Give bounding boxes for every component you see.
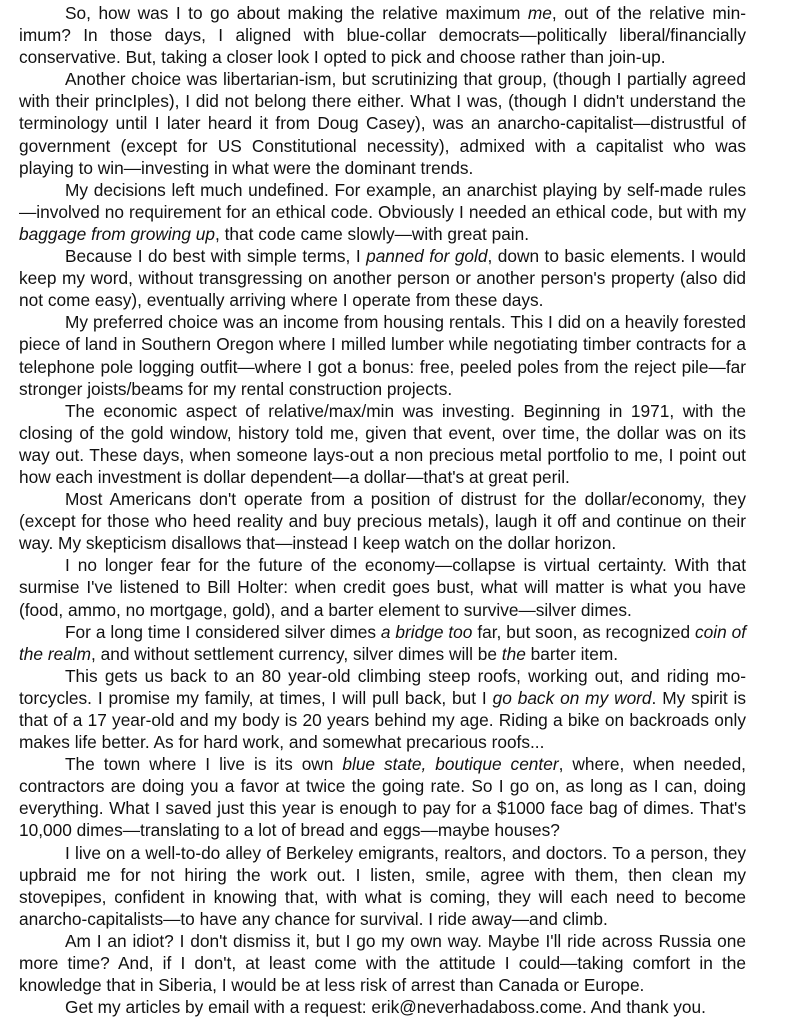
text-run: So, how was I to go about making the relative maximum (65, 3, 528, 23)
text-run: I live on a well-to-do alley of Berkeley emigrants, realtors, and doctors. To a person, they upbraid me for not hiring the work out. I listen, smile, agree with them, then clean my stovepipes, confident in knowing that, with what is coming, they will each need to become anarcho-capitalists—to have any chance for survival. I ride away—and climb. (19, 842, 746, 929)
text-run: I no longer fear for the future of the economy—collapse is virtual certainty. With that surmise I've listened to Bill Holter: when credit goes bust, what will matter is what you have (food, ammo, no mortgage, gold), and a barter element to survive—silver dimes. (19, 555, 746, 620)
text-run: Get my articles by email with a request: erik@neverhadaboss.come. And thank you. (65, 997, 706, 1018)
italic-phrase: coin of the realm (19, 621, 747, 664)
text-run: My decisions left much undefined. For example, an anarchist playing by self-made rules—involved no requirement for an ethical code. Obviously I needed an ethical code, but with my (19, 179, 746, 222)
paragraph (19, 311, 746, 399)
italic-phrase: blue state, boutique center (342, 754, 559, 775)
text-run: , where, when needed, contractors are doing you a favor at twice the going rate. So I go on, as long as I can, doing everything. What I saved just this year is enough to pay for a $1000 face bag of dimes. That's 10,000 dimes—translating to a lot of bread and eggs—maybe houses? (19, 754, 746, 841)
paragraph (19, 665, 746, 753)
paragraph (19, 621, 746, 665)
text-run: The town where I live is its own (65, 754, 343, 775)
text-run: , and without settlement currency, silver dimes will be (91, 643, 502, 664)
paragraph (19, 179, 746, 245)
italic-phrase: baggage from growing up (19, 223, 215, 244)
text-run: This gets us back to an 80 year-old climbing steep roofs, working out, and riding motorcycles. I promise my family, at times, I will pull back, but I (19, 665, 746, 708)
text-run: barter item. (525, 643, 619, 664)
text-run: Another choice was libertarian-ism, but scrutinizing that group, (though I partially agreed with their princIples), I did not belong there either. What I was, (though I didn't understand the terminology until I later heard it from Doug Casey), was an anarcho-capitalist—distrustful of government (except for US Constitutional necessity), admixed with a capitalist who was playing to win—investing in what were the dominant trends. (19, 69, 746, 178)
italic-phrase: panned for gold (366, 246, 488, 267)
text-run: , down to basic elements. I would keep my word, without transgressing on another person or another person's property (also did not come easy), eventually arriving where I operate from these days. (19, 246, 746, 311)
paragraph (19, 488, 746, 554)
text-run: For a long time I considered silver dimes (65, 621, 381, 642)
paragraph (19, 400, 746, 488)
paragraph (19, 2, 746, 68)
italic-phrase: go back on my word (492, 687, 652, 708)
text-run: , out of the relative minimum? In those days, I aligned with blue-collar democrats—politically liberal/financially conservative. But, taking a closer look I opted to pick and choose rather than join-up. (19, 3, 746, 68)
paragraph (19, 930, 746, 996)
italic-phrase: a bridge too (380, 621, 473, 642)
text-run: Most Americans don't operate from a position of distrust for the dollar/economy, they (except for those who heed reality and buy precious metals), laugh it off and continue on their way. My skepticism disallows that—instead I keep watch on the dollar horizon. (19, 489, 746, 554)
italic-phrase: the (501, 643, 526, 664)
article-body (19, 2, 746, 1018)
italic-phrase: me (527, 3, 552, 23)
text-run: Am I an idiot? I don't dismiss it, but I go my own way. Maybe I'll ride across Russia one more time? And, if I don't, at least come with the attitude I could—taking comfort in the knowledge that in Siberia, I would be at less risk of arrest than Canada or Europe. (19, 930, 746, 996)
text-run: far, but soon, as recognized (472, 621, 695, 642)
text-run: Because I do best with simple terms, I (65, 246, 367, 267)
text-run: My preferred choice was an income from housing rentals. This I did on a heavily forested piece of land in Southern Oregon where I milled lumber while negotiating timber contracts for a telephone pole logging outfit—where I got a bonus: free, peeled poles from the reject pile—far stronger joists/beams for my rental construction projects. (19, 312, 746, 399)
text-run: . My spirit is that of a 17 year-old and my body is 20 years behind my age. Riding a bike on backroads only makes life better. As for hard work, and somewhat precarious roofs... (19, 687, 746, 753)
paragraph (19, 842, 746, 930)
text-run: The economic aspect of relative/max/min was investing. Beginning in 1971, with the closing of the gold window, history told me, given that event, over time, the dollar was on its way out. These days, when someone lays-out a non precious metal portfolio to me, I point out how each investment is dollar dependent—a dollar—that's at great peril. (19, 400, 746, 487)
paragraph (19, 68, 746, 178)
paragraph (19, 554, 746, 620)
text-run: , that code came slowly—with great pain. (214, 223, 530, 244)
paragraph (19, 245, 746, 311)
paragraph (19, 753, 746, 841)
paragraph (19, 996, 746, 1018)
